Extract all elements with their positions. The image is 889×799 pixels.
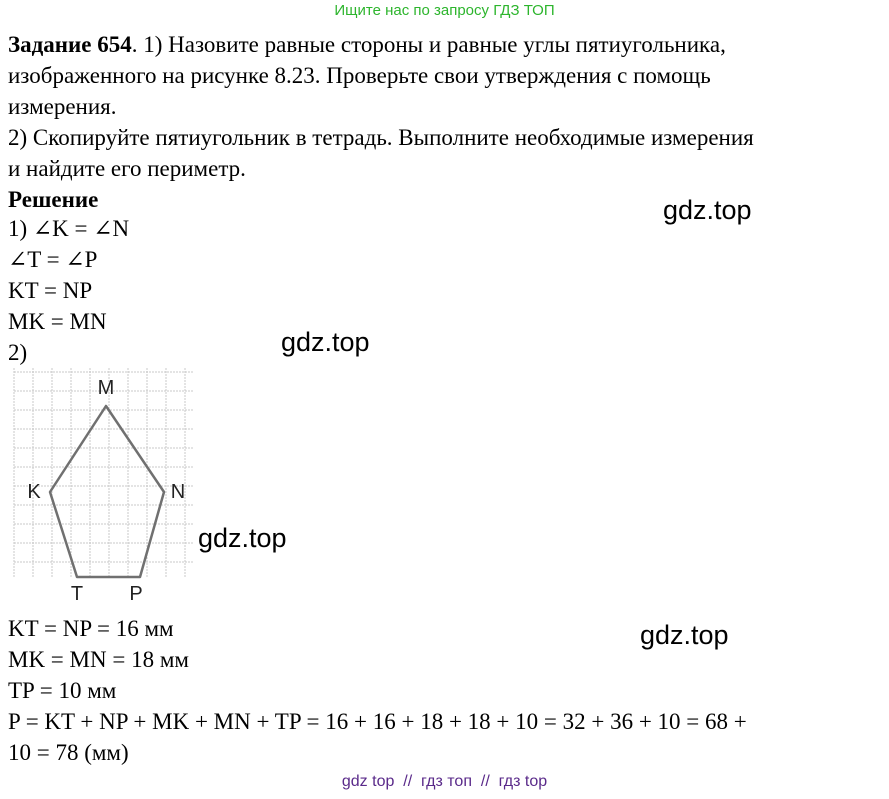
task-line-2: изображенного на рисунке 8.23. Проверьте свои утверждения с помощь <box>8 63 711 88</box>
watermark: gdz.top <box>663 195 752 225</box>
task-line-3: измерения. <box>8 94 117 119</box>
top-banner[interactable]: Ищите нас по запросу ГДЗ ТОП <box>334 2 555 19</box>
footer-links[interactable]: gdz top // гдз топ // гдз top <box>341 773 548 790</box>
result-line: 10 = 78 (мм) <box>8 740 129 765</box>
watermark: gdz.top <box>640 620 729 650</box>
solution-heading: Решение <box>8 187 99 212</box>
result-line: KT = NP = 16 мм <box>8 616 174 641</box>
vertex-label-p: P <box>129 583 143 605</box>
task-line-1-text: . 1) Назовите равные стороны и равные углы пятиугольника, <box>131 32 726 57</box>
result-line: TP = 10 мм <box>8 678 117 703</box>
vertex-label-m: M <box>97 377 115 399</box>
task-line-4: 2) Скопируйте пятиугольник в тетрадь. Выполните необходимые измерения <box>8 125 754 150</box>
solution-line: KT = NP <box>8 278 93 303</box>
watermark: gdz.top <box>198 523 287 553</box>
result-line: MK = MN = 18 мм <box>8 647 189 672</box>
solution-line: 1) ∠K = ∠N <box>8 216 130 241</box>
vertex-label-t: T <box>70 583 84 605</box>
result-line: P = KT + NP + MK + MN + TP = 16 + 16 + 18 + 18 + 10 = 32 + 36 + 10 = 68 + <box>8 709 747 734</box>
solution-line: ∠T = ∠P <box>8 247 98 272</box>
task-title: Задание 654 <box>8 32 132 57</box>
vertex-label-n: N <box>170 481 186 503</box>
pentagon-drawing <box>10 368 200 608</box>
task-line-1 <box>8 31 726 59</box>
grid <box>14 368 194 578</box>
part2-label: 2) <box>8 340 28 365</box>
vertex-label-k: K <box>27 481 41 503</box>
task-line-5: и найдите его периметр. <box>8 156 246 181</box>
pentagon-figure <box>10 368 200 608</box>
solution-line: MK = MN <box>8 309 107 334</box>
watermark: gdz.top <box>281 327 370 357</box>
